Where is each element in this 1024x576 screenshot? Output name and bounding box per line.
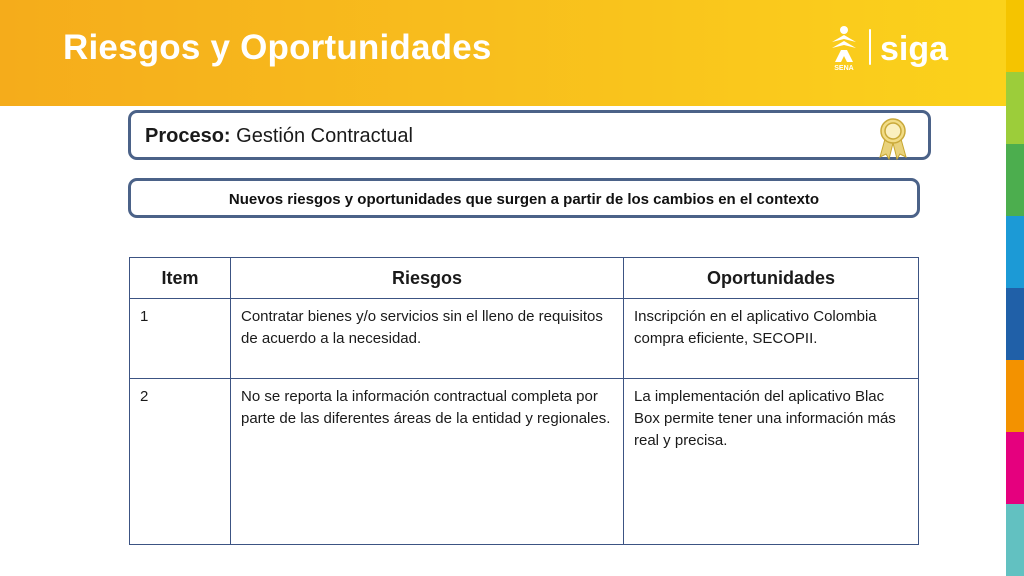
- process-box: [128, 110, 931, 160]
- sena-logo-text: SENA: [834, 65, 854, 72]
- side-strip-8: [1006, 504, 1024, 576]
- process-value: Gestión Contractual: [236, 125, 413, 147]
- sena-siga-logo: [822, 22, 972, 72]
- side-strip-3: [1006, 144, 1024, 216]
- side-strip-7: [1006, 432, 1024, 504]
- context-heading: Nuevos riesgos y oportunidades que surgen a partir de los cambios en el contexto: [228, 191, 820, 208]
- header-item: Item: [130, 258, 231, 299]
- side-strip-2: [1006, 72, 1024, 144]
- header-oportunidades: Oportunidades: [624, 258, 919, 299]
- process-line: [145, 125, 413, 148]
- side-strip-1: [1006, 0, 1024, 72]
- cell-oportunidad: Inscripción en el aplicativo Colombia compra eficiente, SECOPII.: [624, 299, 919, 379]
- header-riesgos: Riesgos: [231, 258, 624, 299]
- table-row: [130, 379, 919, 545]
- table-row: [130, 299, 919, 379]
- context-box: [128, 178, 920, 218]
- cell-item: 1: [130, 299, 231, 379]
- side-strip-4: [1006, 216, 1024, 288]
- side-strip-5: [1006, 288, 1024, 360]
- award-ribbon-icon: [875, 117, 911, 161]
- process-label: Proceso:: [145, 125, 231, 147]
- cell-oportunidad: La implementación del aplicativo Blac Box permite tener una información más real y precisa.: [624, 379, 919, 545]
- title-banner: [0, 0, 1006, 106]
- cell-riesgo: No se reporta la información contractual completa por parte de las diferentes áreas de la entidad y regionales.: [231, 379, 624, 545]
- slide-title: Riesgos y Oportunidades: [63, 28, 492, 67]
- siga-logo-text: siga: [880, 30, 949, 68]
- table-header-row: [130, 258, 919, 299]
- cell-riesgo: Contratar bienes y/o servicios sin el lleno de requisitos de acuerdo a la necesidad.: [231, 299, 624, 379]
- decorative-side-strips: [1006, 0, 1024, 576]
- sena-logo-icon: [832, 26, 856, 62]
- side-strip-6: [1006, 360, 1024, 432]
- cell-item: 2: [130, 379, 231, 545]
- risk-opportunity-table: [129, 257, 919, 545]
